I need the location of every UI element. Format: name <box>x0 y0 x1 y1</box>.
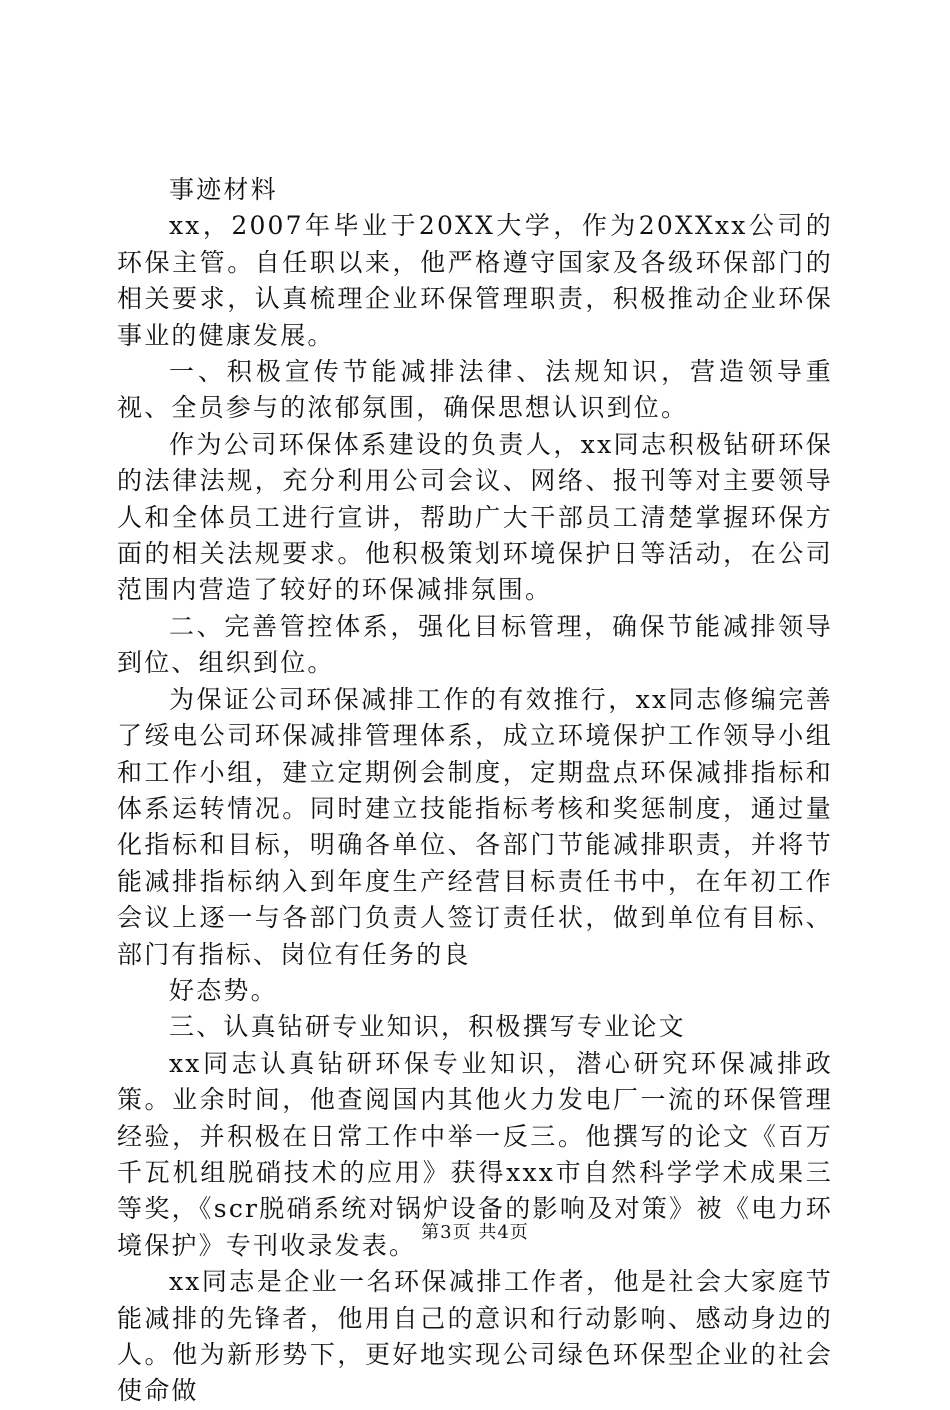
paragraph: xx，2007年毕业于20XX大学，作为20XXxx公司的环保主管。自任职以来，他严格遵守国家及各级环保部门的相关要求，认真梳理企业环保管理职责，积极推动企业环保事业的健康发展。 <box>117 211 833 350</box>
paragraph: xx同志认真钻研环保专业知识，潜心研究环保减排政策。业余时间，他查阅国内其他火力发电厂一流的环保管理经验，并积极在日常工作中举一反三。他撰写的论文《百万千瓦机组脱硝技术的应用》获得xxx市自然科学学术成果三等奖，《scr脱硝系统对锅炉设备的影响及对策》被《电力环境保护》专刊收录发表。 <box>117 1048 833 1260</box>
page-number: 第3页 共4页 <box>421 1222 529 1243</box>
paragraph: 作为公司环保体系建设的负责人，xx同志积极钻研环保的法律法规，充分利用公司会议、网络、报刊等对主要领导人和全体员工进行宣讲，帮助广大干部员工清楚掌握环保方面的相关法规要求。他积极策划环境保护日等活动，在公司范围内营造了较好的环保减排氛围。 <box>117 429 833 605</box>
document-title: 事迹材料 <box>169 175 278 204</box>
paragraph: 好态势。 <box>169 975 278 1005</box>
section-heading: 一、积极宣传节能减排法律、法规知识，营造领导重视、全员参与的浓郁氛围，确保思想认识到位。 <box>117 357 833 423</box>
section-heading: 三、认真钻研专业知识，积极撰写专业论文 <box>169 1012 686 1042</box>
section-heading: 二、完善管控体系，强化目标管理，确保节能减排领导到位、组织到位。 <box>117 611 833 678</box>
paragraph: xx同志是企业一名环保减排工作者，他是社会大家庭节能减排的先锋者，他用自己的意识和行动影响、感动身边的人。他为新形势下，更好地实现公司绿色环保型企业的社会使命做 <box>117 1267 833 1406</box>
paragraph: 为保证公司环保减排工作的有效推行，xx同志修编完善了绥电公司环保减排管理体系，成立环境保护工作领导小组和工作小组，建立定期例会制度，定期盘点环保减排指标和体系运转情况。同时建立技能指标考核和奖惩制度，通过量化指标和目标，明确各单位、各部门节能减排职责，并将节能减排指标纳入到年度生产经营目标责任书中，在年初工作会议上逐一与各部门负责人签订责任状，做到单位有目标、部门有指标、岗位有任务的良 <box>117 684 833 969</box>
